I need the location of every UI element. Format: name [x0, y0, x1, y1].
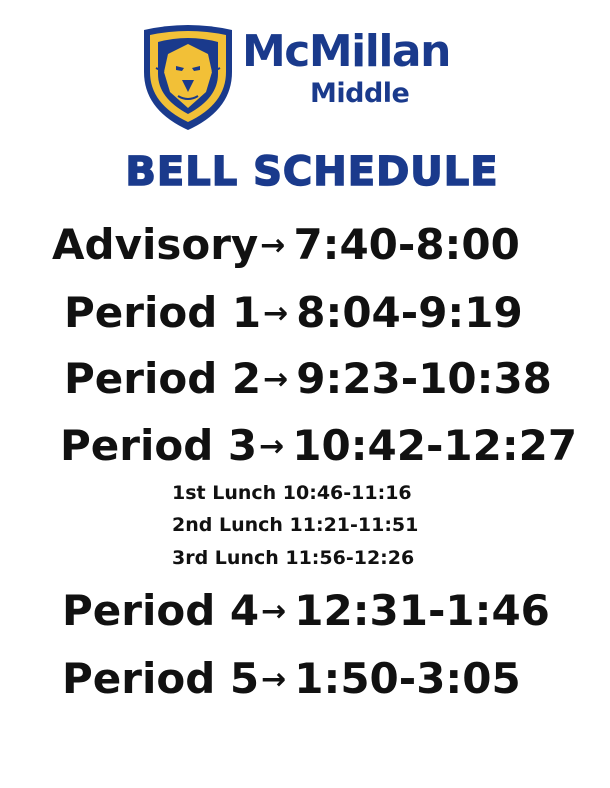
schedule-row-period-3 [60, 421, 578, 470]
period-time: 9:23-10:38 [296, 354, 552, 403]
school-logo [138, 22, 478, 134]
arrow-icon: → [259, 429, 285, 464]
arrow-icon: → [263, 296, 289, 331]
schedule-row-period-4 [62, 586, 550, 635]
arrow-icon: → [263, 362, 289, 397]
period-time: 8:04-9:19 [296, 288, 523, 337]
arrow-icon: → [261, 594, 287, 629]
period-label: Period 3 [60, 421, 258, 470]
schedule-row-period-2 [64, 354, 552, 403]
school-name: McMillan [242, 26, 450, 77]
lunch-item-3: 3rd Lunch 11:56-12:26 [172, 547, 415, 569]
lion-crest-icon [138, 22, 238, 132]
school-subtitle: Middle [310, 78, 410, 109]
arrow-icon: → [260, 228, 286, 263]
schedule-row-period-5 [62, 654, 521, 703]
lunch-item-1: 1st Lunch 10:46-11:16 [172, 482, 412, 504]
page-title: BELL SCHEDULE [125, 149, 499, 195]
arrow-icon: → [261, 662, 287, 697]
lunch-item-2: 2nd Lunch 11:21-11:51 [172, 514, 419, 536]
period-label: Period 4 [62, 586, 260, 635]
period-time: 12:31-1:46 [294, 586, 550, 635]
period-label: Advisory [52, 220, 259, 269]
period-time: 7:40-8:00 [293, 220, 520, 269]
period-label: Period 1 [64, 288, 262, 337]
schedule-row-advisory [52, 220, 520, 269]
period-time: 1:50-3:05 [294, 654, 521, 703]
period-label: Period 5 [62, 654, 260, 703]
period-label: Period 2 [64, 354, 262, 403]
schedule-row-period-1 [64, 288, 523, 337]
period-time: 10:42-12:27 [292, 421, 578, 470]
